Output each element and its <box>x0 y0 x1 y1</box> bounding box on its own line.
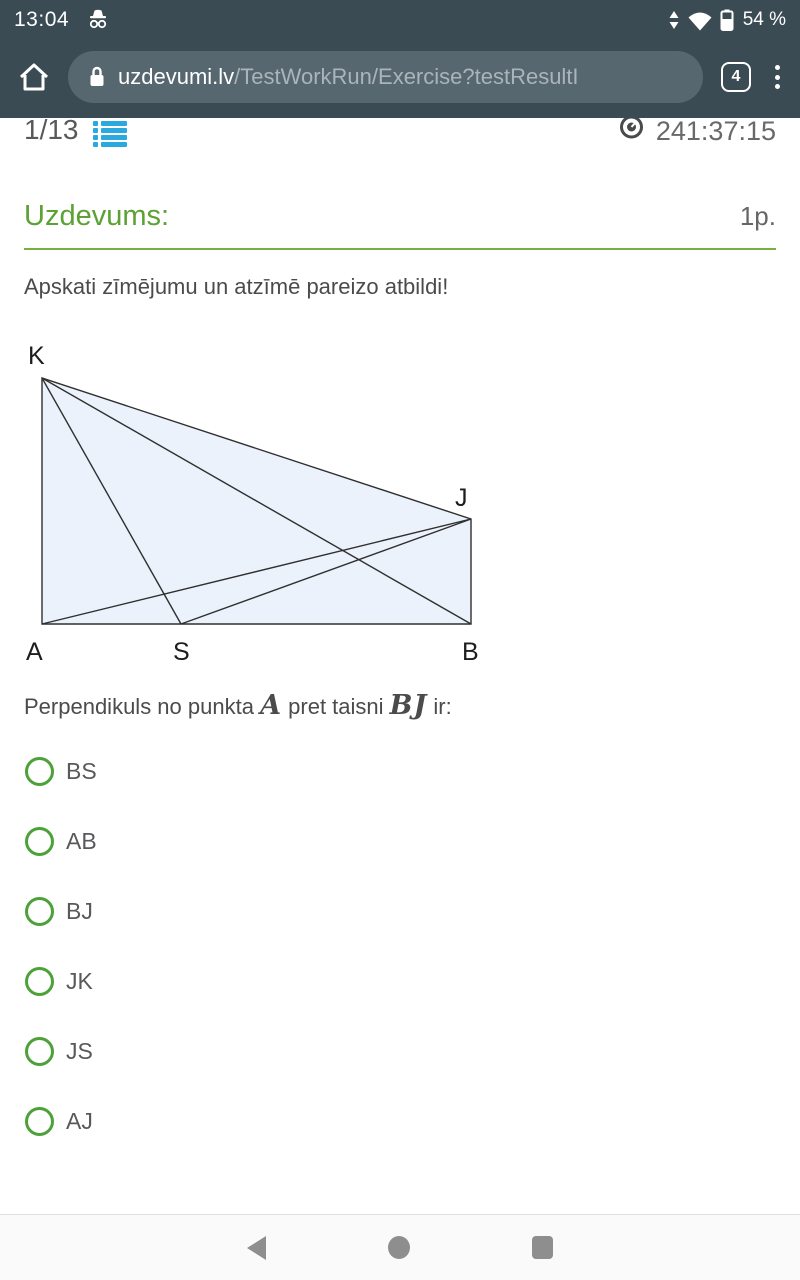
option-label: AB <box>66 827 97 854</box>
radio-bs[interactable] <box>25 757 54 786</box>
browser-home-button[interactable] <box>16 59 52 95</box>
math-point-label: A <box>260 690 283 721</box>
incognito-icon <box>85 7 111 33</box>
status-bar <box>0 0 800 40</box>
answer-options <box>24 736 776 1156</box>
svg-text:J: J <box>455 484 468 512</box>
radio-js[interactable] <box>25 1037 54 1066</box>
question-list-icon[interactable] <box>93 121 127 147</box>
option-label: BJ <box>66 897 93 924</box>
option-label: JK <box>66 967 93 994</box>
lock-icon <box>88 65 106 89</box>
tab-switcher-button[interactable] <box>721 62 751 92</box>
url-bar[interactable] <box>68 51 703 103</box>
timer <box>618 118 776 148</box>
svg-text:B: B <box>462 638 479 666</box>
battery-percent-text: 54 % <box>742 9 786 30</box>
radio-jk[interactable] <box>25 967 54 996</box>
option-row-jk[interactable] <box>24 946 776 1016</box>
option-label: AJ <box>66 1107 93 1134</box>
task-header <box>24 200 776 233</box>
math-line-label: BJ <box>389 690 428 721</box>
task-points: 1p. <box>739 201 776 231</box>
clock-text: 13:04 <box>14 8 70 31</box>
radio-bj[interactable] <box>25 897 54 926</box>
nav-recents-button[interactable] <box>532 1236 553 1259</box>
tab-count-text: 4 <box>731 68 741 85</box>
option-row-js[interactable] <box>24 1016 776 1086</box>
option-row-bs[interactable] <box>24 736 776 806</box>
radio-ab[interactable] <box>25 827 54 856</box>
browser-toolbar <box>0 40 800 114</box>
svg-text:K: K <box>28 342 45 370</box>
nav-home-button[interactable] <box>388 1236 410 1259</box>
quiz-page <box>0 118 800 1156</box>
question-text <box>24 689 776 724</box>
option-row-bj[interactable] <box>24 876 776 946</box>
instruction-text: Apskati zīmējumu un atzīmē pareizo atbildi! <box>24 274 449 299</box>
divider <box>24 248 776 250</box>
quiz-meta-row <box>24 118 776 148</box>
option-row-ab[interactable] <box>24 806 776 876</box>
android-nav-bar <box>0 1214 800 1280</box>
wifi-icon <box>687 10 713 31</box>
url-domain-text: uzdevumi.lv <box>118 64 235 89</box>
option-row-aj[interactable] <box>24 1086 776 1156</box>
network-activity-icon <box>668 10 680 30</box>
option-label: JS <box>66 1037 93 1064</box>
nav-back-button[interactable] <box>247 1236 266 1260</box>
svg-text:S: S <box>173 638 190 666</box>
svg-text:A: A <box>26 638 43 666</box>
browser-chrome <box>0 0 800 118</box>
question-progress: 1/13 <box>24 118 79 145</box>
geometry-figure <box>24 336 776 675</box>
option-label: BS <box>66 757 97 784</box>
question-prefix: Perpendikuls no punkta <box>24 694 254 719</box>
timer-text: 241:37:15 <box>655 118 776 146</box>
battery-icon <box>720 9 734 31</box>
stopwatch-icon <box>618 118 646 145</box>
question-middle: pret taisni <box>288 694 384 719</box>
browser-menu-button[interactable] <box>771 61 784 93</box>
url-path-text: /TestWorkRun/Exercise?testResultI <box>234 64 579 89</box>
question-suffix: ir: <box>433 694 452 719</box>
task-title: Uzdevums: <box>24 200 170 232</box>
radio-aj[interactable] <box>25 1107 54 1136</box>
